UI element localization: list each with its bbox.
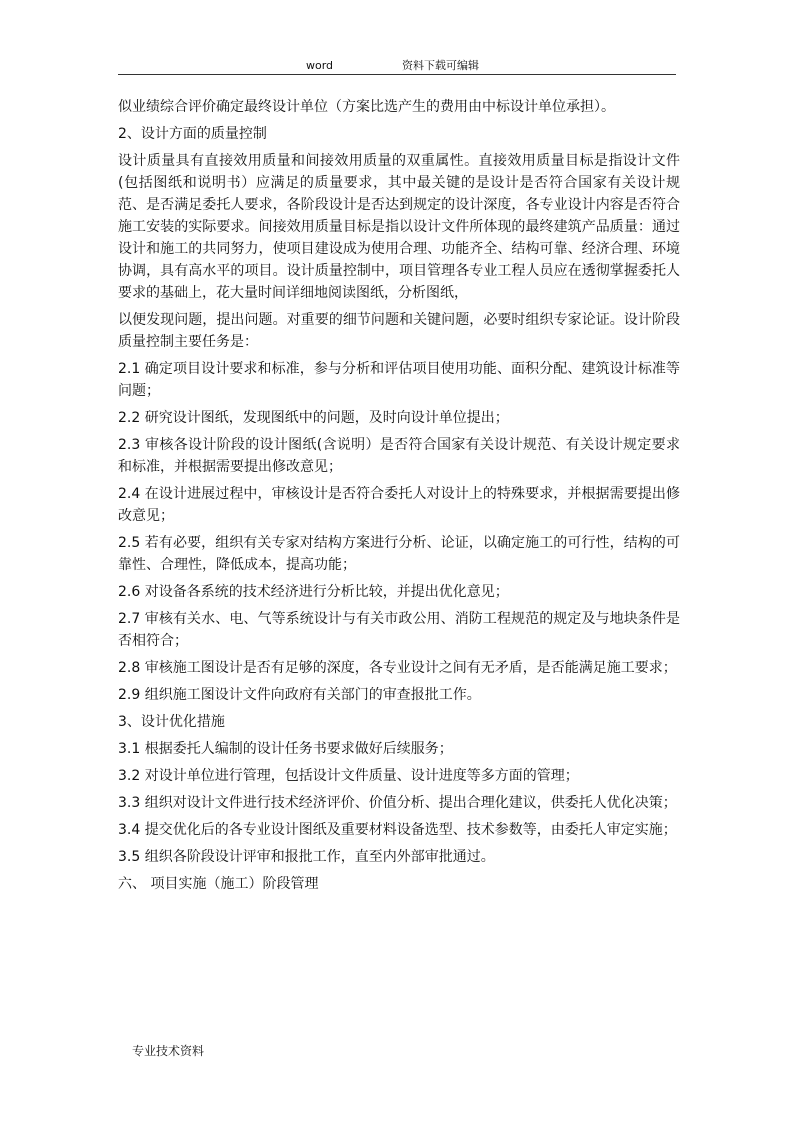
section-heading-design-optimization: 3、设计优化措施 [118, 714, 225, 730]
list-item-2-5: 2.5 若有必要，组织有关专家对结构方案进行分析、论证，以确定施工的可行性，结构的可靠性、合理性，降低成本，提高功能； [118, 535, 680, 573]
list-item-3-2: 3.2 对设计单位进行管理，包括设计文件质量、设计进度等多方面的管理； [118, 768, 579, 784]
list-item-2-4: 2.4 在设计进展过程中，审核设计是否符合委托人对设计上的特殊要求，并根据需要提出修改意见； [118, 486, 680, 524]
list-item-2-7: 2.7 审核有关水、电、气等系统设计与有关市政公用、消防工程规范的规定及与地块条件是否相符合； [118, 611, 680, 649]
paragraph-design-tasks-intro: 以便发现问题，提出问题。对重要的细节问题和关键问题，必要时组织专家论证。设计阶段质量控制主要任务是： [118, 312, 680, 350]
footer-label: 专业技术资料 [132, 1044, 205, 1058]
list-item-3-3: 3.3 组织对设计文件进行技术经济评价、价值分析、提出合理化建议，供委托人优化决策； [118, 795, 677, 811]
page-header [118, 57, 676, 75]
list-item-2-1: 2.1 确定项目设计要求和标准，参与分析和评估项目使用功能、面积分配、建筑设计标准等问题； [118, 361, 680, 399]
list-item-3-5: 3.5 组织各阶段设计评审和报批工作，直至内外部审批通过。 [118, 849, 495, 865]
list-item-2-3: 2.3 审核各设计阶段的设计图纸(含说明）是否符合国家有关设计规范、有关设计规定要求和标准，并根据需要提出修改意见； [118, 437, 680, 475]
list-item-3-1: 3.1 根据委托人编制的设计任务书要求做好后续服务； [118, 741, 453, 757]
document-body [118, 96, 680, 900]
section-heading-design-quality: 2、设计方面的质量控制 [118, 126, 267, 142]
page-footer [132, 1043, 204, 1059]
list-item-3-4: 3.4 提交优化后的各专业设计图纸及重要材料设备选型、技术参数等，由委托人审定实施； [118, 822, 677, 838]
list-item-2-8: 2.8 审核施工图设计是否有足够的深度，各专业设计之间有无矛盾，是否能满足施工要求； [118, 660, 677, 676]
header-editable-label: 资料下载可编辑 [402, 59, 479, 72]
header-word-label: word [306, 59, 334, 72]
list-item-2-2: 2.2 研究设计图纸，发现图纸中的问题，及时向设计单位提出； [118, 410, 509, 426]
section-heading-implementation: 六、 项目实施（施工）阶段管理 [118, 876, 319, 892]
list-item-2-6: 2.6 对设备各系统的技术经济进行分析比较，并提出优化意见； [118, 584, 509, 600]
list-item-2-9: 2.9 组织施工图设计文件向政府有关部门的审查报批工作。 [118, 687, 481, 703]
paragraph-design-quality: 设计质量具有直接效用质量和间接效用质量的双重属性。直接效用质量目标是指设计文件(包括图纸和说明书）应满足的质量要求，其中最关键的是设计是否符合国家有关设计规范、是否满足委托人要求，各阶段设计是否达到规定的设计深度，各专业设计内容是否符合施工安装的实际要求。间接效用质量目标是指以设计文件所体现的最终建筑产品质量：通过设计和施工的共同努力，使项目建设成为使用合理、功能齐全、结构可靠、经济合理、环境协调，具有高水平的项目。设计质量控制中，项目管理各专业工程人员应在透彻掌握委托人要求的基础上，花大量时间详细地阅读图纸，分析图纸， [118, 153, 680, 301]
paragraph-intro-continued: 似业绩综合评价确定最终设计单位（方案比选产生的费用由中标设计单位承担）。 [118, 99, 615, 115]
